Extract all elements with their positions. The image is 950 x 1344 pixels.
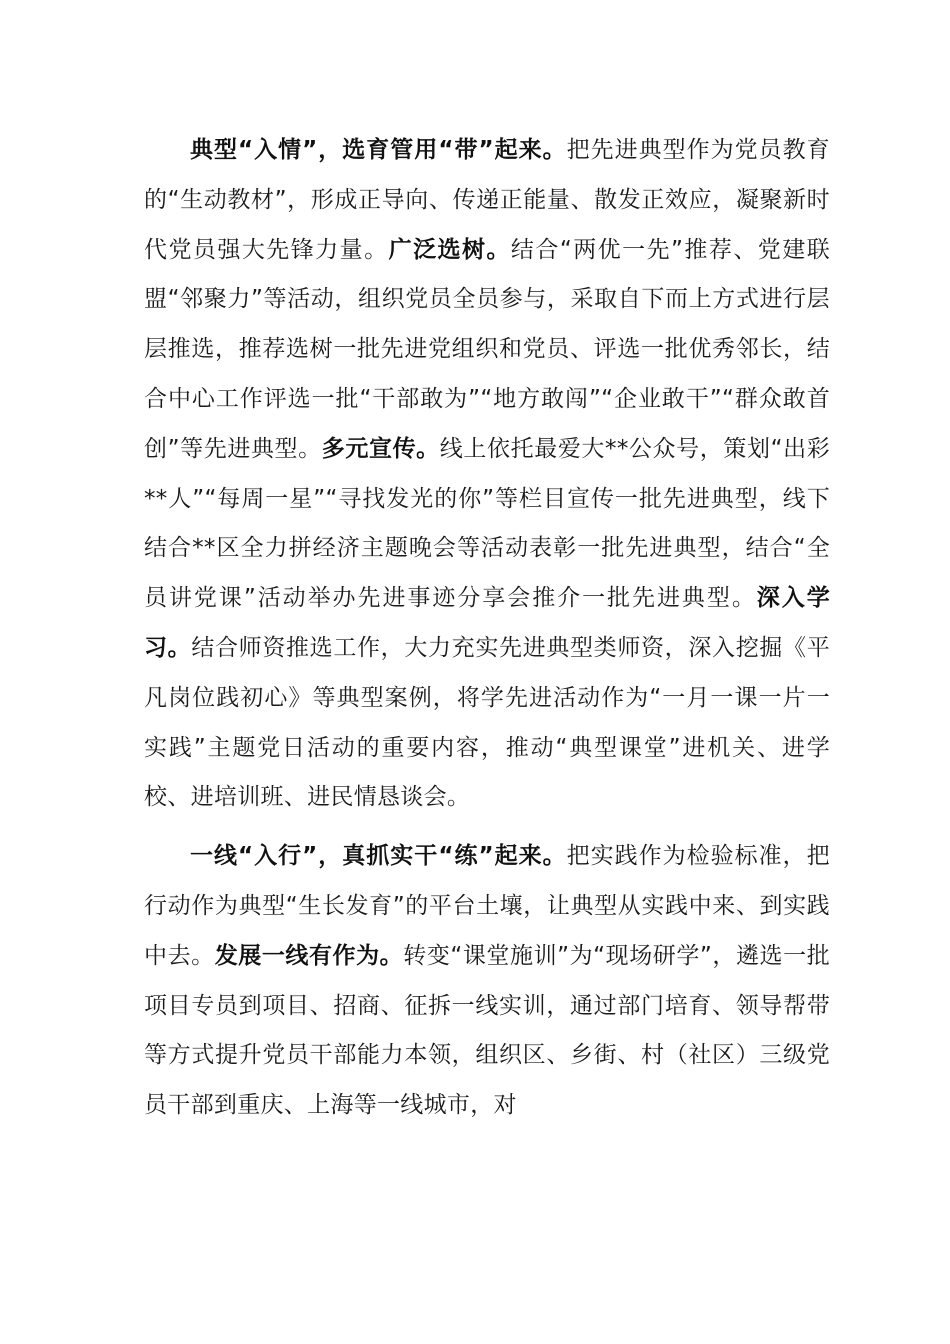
section-heading: 典型“入情”，选育管用“带”起来。 [190,137,567,163]
paragraph-2 [144,832,830,1131]
body-text: 线上依托最爱大**公众号，策划“出彩**人”“每周一星”“寻找发光的你”等栏目宣传一批先进典型，线下结合**区全力拼经济主题晚会等活动表彰一批先进典型，结合“全员讲党课”活动举办先进事迹分享会推介一批先进典型。 [144,435,830,612]
subheading: 深入学习。 [144,585,830,661]
body-text: 结合师资推选工作，大力充实先进典型类师资，深入挖掘《平凡岗位践初心》等典型案例，将学先进活动作为“一月一课一片一实践”主题党日活动的重要内容，推动“典型课堂”进机关、进学校、进培训班、进民情恳谈会。 [144,634,830,811]
subheading: 多元宣传。 [321,435,440,462]
body-text: 转变“课堂施训”为“现场研学”，遴选一批项目专员到项目、招商、征拆一线实训，通过部门培育、领导帮带等方式提升党员干部能力本领，组织区、乡街、村（社区）三级党员干部到重庆、上海等一线城市，对 [144,942,830,1119]
paragraph-1 [144,126,830,823]
section-heading: 一线“入行”，真抓实干“练”起来。 [190,843,567,870]
body-text: 把实践作为检验标准，把行动作为典型“生长发育”的平台土壤，让典型从实践中来、到实践中去。 [144,843,830,969]
body-text: 把先进典型作为党员教育的“生动教材”，形成正导向、传递正能量、散发正效应，凝聚新时代党员强大先锋力量。 [144,137,830,263]
subheading: 发展一线有作为。 [214,942,404,969]
body-text: 结合“两优一先”推荐、党建联盟“邻聚力”等活动，组织党员全员参与，采取自下而上方式进行层层推选，推荐选树一批先进党组织和党员、评选一批优秀邻长，结合中心工作评选一批“干部敢为”“地方敢闯”“企业敢干”“群众敢首创”等先进典型。 [144,236,831,462]
subheading: 广泛选树。 [388,236,511,263]
document-body [144,126,830,1140]
